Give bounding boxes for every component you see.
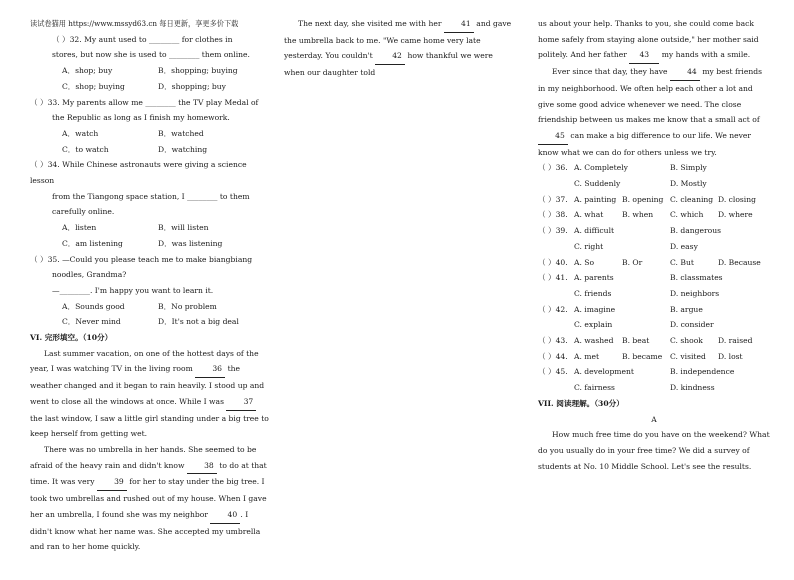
option-c: C．shop; buying bbox=[62, 81, 125, 91]
option-a: A．Sounds good bbox=[62, 301, 125, 311]
question-text: （ ）34. While Chinese astronauts were giving a science lesson bbox=[30, 160, 247, 186]
blank-43: 43 bbox=[629, 47, 659, 64]
text: Last summer vacation, on one of the hottest days of the year, I was watching TV in the living room bbox=[30, 348, 259, 374]
cloze-paragraph-4 bbox=[538, 16, 770, 64]
passage-label: A bbox=[651, 414, 657, 424]
option-c: C. fairness bbox=[574, 383, 615, 393]
option-c: C. Suddenly bbox=[574, 179, 621, 189]
middle-column bbox=[284, 16, 516, 81]
options-row bbox=[30, 314, 270, 330]
blank-38: 38 bbox=[187, 458, 217, 475]
options-row bbox=[30, 63, 270, 79]
option-b: B．watched bbox=[158, 128, 204, 138]
option-b: B. became bbox=[622, 351, 663, 361]
options-row bbox=[30, 220, 270, 236]
option-d: D. where bbox=[718, 210, 753, 220]
text: how thankful we were when our daughter told bbox=[284, 51, 493, 78]
option-a: A. parents bbox=[574, 273, 614, 283]
text: There was no umbrella in her hands. She seemed to be afraid of the heavy rain and didn't know bbox=[30, 444, 257, 470]
options-row-42b bbox=[538, 317, 770, 333]
question-number: （ ）40. bbox=[538, 257, 568, 267]
option-b: B. beat bbox=[622, 336, 650, 346]
option-b: B. classmates bbox=[670, 273, 723, 283]
text: the last window, I saw a little girl standing under a big tree to keep herself from getting wet. bbox=[30, 413, 269, 439]
options-row-38 bbox=[538, 207, 770, 223]
blank-39: 39 bbox=[97, 474, 127, 491]
section-heading-reading: VII. 阅读理解。（30分） bbox=[538, 398, 624, 408]
option-d: D．was listening bbox=[158, 238, 223, 248]
option-c: C．am listening bbox=[62, 238, 123, 248]
question-text: —________. I'm happy you want to learn it. bbox=[52, 285, 214, 295]
options-row-40 bbox=[538, 255, 770, 271]
question-number: （ ）41. bbox=[538, 273, 568, 283]
text: for her to stay under the big tree. I took two umbrellas and rushed out of my house. When I gave her an umbrella, I found she was my neighbor bbox=[30, 477, 267, 519]
option-c: C. right bbox=[574, 241, 604, 251]
blank-41: 41 bbox=[444, 16, 474, 33]
text: can make a big difference to our life. We never know what we can do for others unless we try. bbox=[538, 130, 752, 157]
option-b: B．will listen bbox=[158, 223, 209, 233]
options-row-41b bbox=[538, 286, 770, 302]
question-text: carefully online. bbox=[52, 207, 115, 217]
cloze-paragraph-3 bbox=[284, 16, 516, 81]
options-row-37 bbox=[538, 192, 770, 208]
options-row-42 bbox=[538, 302, 770, 318]
option-b: B. argue bbox=[670, 304, 703, 314]
text: and gave the umbrella back to me. "We came home very late yesterday. You couldn't bbox=[284, 19, 512, 61]
option-d: D. raised bbox=[718, 336, 753, 346]
question-number: （ ）45. bbox=[538, 367, 568, 377]
page-header: 读试卷猫用 https://www.mssyd63.cn 每日更新，享更多价下载 bbox=[30, 19, 239, 28]
options-row-41 bbox=[538, 270, 770, 286]
option-a: A. difficult bbox=[574, 226, 615, 236]
question-33 bbox=[30, 95, 270, 158]
option-c: C. shook bbox=[670, 336, 703, 346]
option-d: D. consider bbox=[670, 320, 714, 330]
option-a: A. washed bbox=[574, 336, 614, 346]
options-row-44 bbox=[538, 349, 770, 365]
option-a: A. So bbox=[574, 257, 595, 267]
blank-36: 36 bbox=[195, 361, 225, 378]
options-row-45b bbox=[538, 380, 770, 396]
question-number: （ ）44. bbox=[538, 351, 568, 361]
options-row-43 bbox=[538, 333, 770, 349]
option-c: C. visited bbox=[670, 351, 706, 361]
question-34 bbox=[30, 157, 270, 251]
left-column bbox=[30, 16, 270, 555]
option-b: B. Or bbox=[622, 257, 643, 267]
question-number: （ ）42. bbox=[538, 304, 568, 314]
question-text: from the Tiangong space station, I ________ to them bbox=[52, 191, 250, 201]
option-d: D. Because bbox=[718, 257, 761, 267]
text: The next day, she visited me with her bbox=[298, 19, 444, 28]
options-row-45 bbox=[538, 364, 770, 380]
option-b: B. independence bbox=[670, 367, 735, 377]
options-row bbox=[30, 236, 270, 252]
options-row-39 bbox=[538, 223, 770, 239]
option-c: C. which bbox=[670, 210, 704, 220]
text: us about your help. Thanks to you, she could come back home safely from staying alone outside," her mother said politely. And her father bbox=[538, 19, 759, 60]
option-b: B. dangerous bbox=[670, 226, 722, 236]
option-c: C. friends bbox=[574, 288, 612, 298]
options-row-36b bbox=[538, 176, 770, 192]
cloze-paragraph-5 bbox=[538, 64, 770, 160]
blank-42: 42 bbox=[375, 48, 405, 65]
options-row-36 bbox=[538, 160, 770, 176]
options-row-39b bbox=[538, 239, 770, 255]
option-c: C. But bbox=[670, 257, 694, 267]
option-c: C．Never mind bbox=[62, 317, 121, 327]
blank-37: 37 bbox=[226, 394, 256, 411]
option-a: A. what bbox=[574, 210, 604, 220]
cloze-paragraph-1 bbox=[30, 346, 270, 442]
question-number: （ ）37. bbox=[538, 194, 568, 204]
options-row bbox=[30, 79, 270, 95]
section-heading-cloze: VI. 完形填空。（10分） bbox=[30, 333, 113, 343]
question-32 bbox=[30, 32, 270, 95]
question-text: the Republic as long as I finish my homework. bbox=[52, 113, 230, 123]
option-c: C. cleaning bbox=[670, 194, 714, 204]
option-a: A. imagine bbox=[574, 304, 616, 314]
option-d: D．It's not a big deal bbox=[158, 317, 239, 327]
option-a: A. met bbox=[574, 351, 600, 361]
question-number: （ ）43. bbox=[538, 336, 568, 346]
option-a: A．listen bbox=[62, 223, 97, 233]
reading-passage: How much free time do you have on the weekend? What do you usually do in your free time? We did a survey of students at No. 10 Middle School. Let's see the results. bbox=[538, 430, 770, 471]
option-a: A. development bbox=[574, 367, 634, 377]
option-a: A．watch bbox=[62, 128, 99, 138]
option-d: D. closing bbox=[718, 194, 756, 204]
text: to do at that time. It was very bbox=[30, 460, 267, 487]
option-c: C. explain bbox=[574, 320, 613, 330]
cloze-options bbox=[538, 160, 770, 396]
option-d: D. neighbors bbox=[670, 288, 720, 298]
options-row bbox=[30, 126, 270, 142]
text: my best friends in my neighborhood. We often help each other a lot and give some good advice whenever we need. The close friendship between us makes me know that a small act of bbox=[538, 67, 762, 125]
cloze-paragraph-2 bbox=[30, 442, 270, 555]
text: . I didn't know what her name was. She accepted my umbrella and ran to her home quickly. bbox=[30, 509, 261, 552]
option-b: B．shopping; buying bbox=[158, 66, 238, 76]
options-row bbox=[30, 142, 270, 158]
options-row bbox=[30, 299, 270, 315]
blank-44: 44 bbox=[670, 64, 700, 81]
question-number: （ ）36. bbox=[538, 163, 568, 173]
option-b: B．No problem bbox=[158, 301, 217, 311]
option-a: A. painting bbox=[574, 194, 617, 204]
question-35 bbox=[30, 252, 270, 331]
option-a: A．shop; buy bbox=[62, 66, 113, 76]
question-text: stores, but now she is used to ________ them online. bbox=[52, 50, 250, 60]
text: Ever since that day, they have bbox=[552, 67, 670, 77]
text: my hands with a smile. bbox=[659, 50, 751, 60]
option-d: D. Mostly bbox=[670, 179, 707, 189]
question-number: （ ）39. bbox=[538, 226, 568, 236]
question-text: （ ）33. My parents allow me ________ the TV play Medal of bbox=[30, 97, 259, 107]
option-b: B. Simply bbox=[670, 163, 707, 173]
option-d: D．watching bbox=[158, 144, 208, 154]
question-text: （ ）32. My aunt used to ________ for clothes in bbox=[52, 34, 233, 44]
option-c: C．to watch bbox=[62, 144, 109, 154]
right-column bbox=[538, 16, 770, 474]
question-text: noodles, Grandma? bbox=[52, 270, 127, 280]
option-d: D．shopping; buy bbox=[158, 81, 226, 91]
option-b: B. when bbox=[622, 210, 654, 220]
blank-45: 45 bbox=[538, 128, 568, 145]
question-text: （ ）35. —Could you please teach me to make biangbiang bbox=[30, 254, 253, 264]
question-number: （ ）38. bbox=[538, 210, 568, 220]
text: the weather changed and it began to rain heavily. I stood up and went to close all the windows at once. While I was bbox=[30, 364, 265, 406]
option-b: B. opening bbox=[622, 194, 664, 204]
option-d: D. kindness bbox=[670, 383, 715, 393]
option-d: D. lost bbox=[718, 351, 743, 361]
option-a: A. Completely bbox=[574, 163, 628, 173]
blank-40: 40 bbox=[210, 507, 240, 524]
option-d: D. easy bbox=[670, 241, 698, 251]
